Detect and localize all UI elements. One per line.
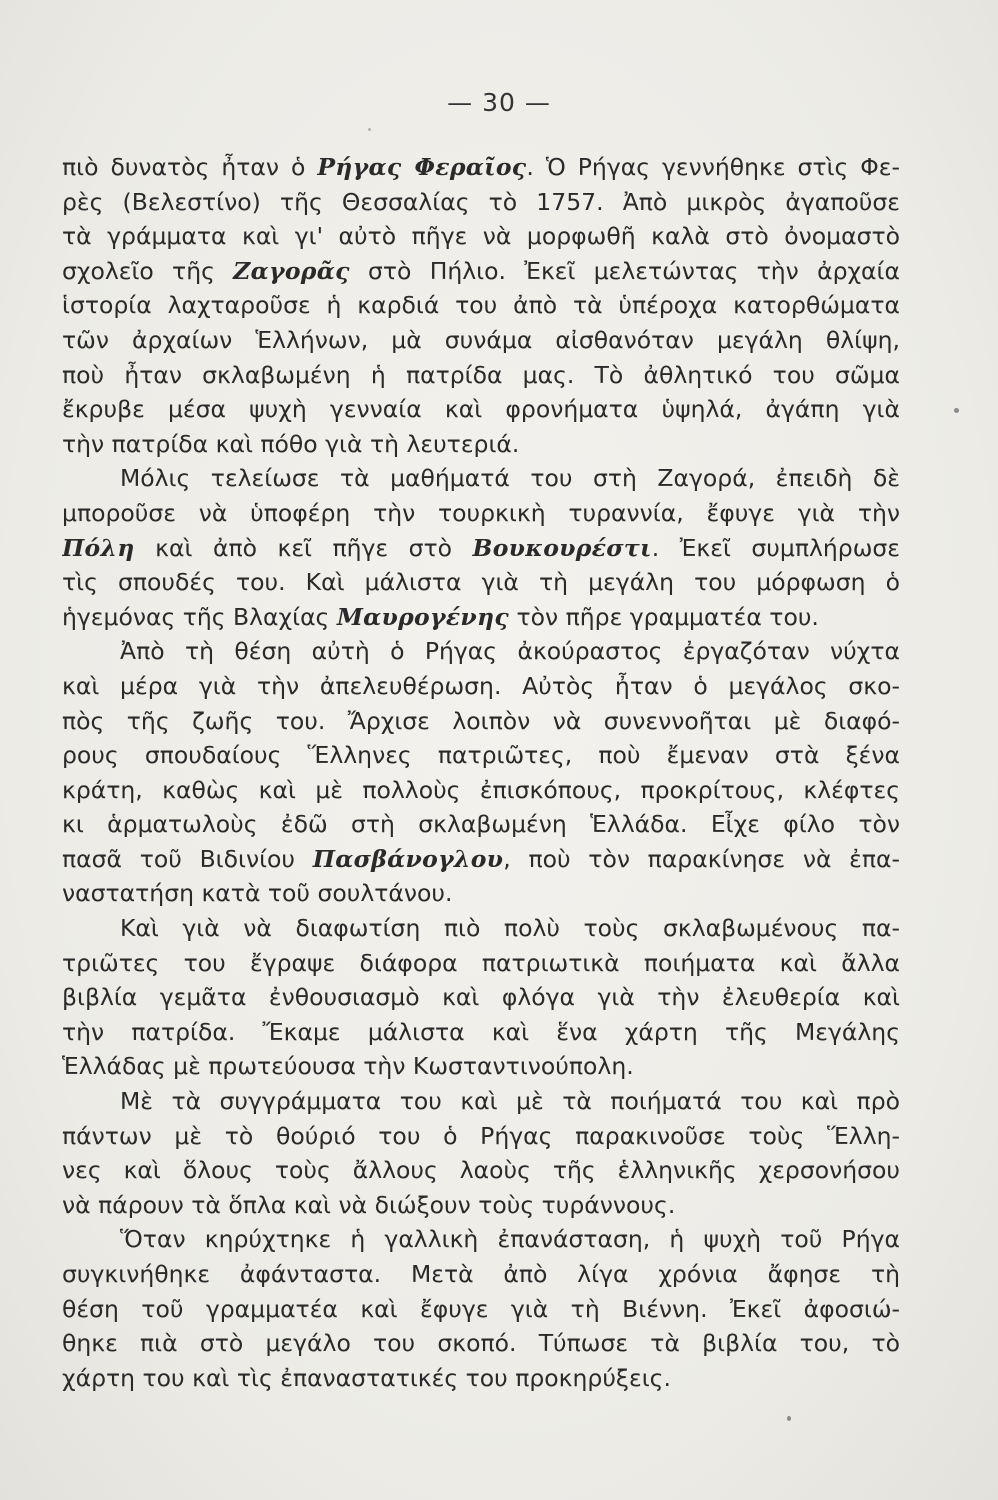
text-line: Πόλη καὶ ἀπὸ κεῖ πῆγε στὸ Βουκουρέστι. Ἐκεῖ συμπλήρωσε (62, 533, 900, 562)
paper-speck (787, 1416, 791, 1421)
paragraph (62, 150, 900, 461)
text-line: ἱστορία λαχταροῦσε ἡ καρδιά του ἀπὸ τὰ ὑπέροχα κατορθώματα (62, 291, 900, 320)
text-line: νες καὶ ὅλους τοὺς ἄλλους λαοὺς τῆς ἑλληνικῆς χερσονήσου (62, 1156, 900, 1185)
paper-speck (368, 128, 371, 131)
text-line: θηκε πιὰ στὸ μεγάλο του σκοπό. Τύπωσε τὰ βιβλία του, τὸ (62, 1329, 900, 1358)
emphasized-name: Πόλη (62, 533, 135, 562)
paragraph (62, 1084, 900, 1222)
text-line: τὶς σπουδές του. Καὶ μάλιστα γιὰ τὴ μεγάλη του μόρφωση ὁ (62, 568, 900, 597)
page-number: — 30 — (447, 88, 551, 117)
text-line: Ἀπὸ τὴ θέση αὐτὴ ὁ Ρήγας ἀκούραστος ἐργαζόταν νύχτα (120, 637, 900, 666)
text-line: ἔκρυβε μέσα ψυχὴ γενναία καὶ φρονήματα ὑψηλά, ἀγάπη γιὰ (62, 395, 900, 424)
text-line: ρὲς (Βελεστίνο) τῆς Θεσσαλίας τὸ 1757. Ἀπὸ μικρὸς ἀγαποῦσε (62, 187, 900, 216)
text-line: ρους σπουδαίους Ἕλληνες πατριῶτες, ποὺ ἔμεναν στὰ ξένα (62, 741, 900, 770)
paragraph (62, 1222, 900, 1395)
paragraph (62, 911, 900, 1084)
text-line: Καὶ γιὰ νὰ διαφωτίση πιὸ πολὺ τοὺς σκλαβωμένους πα- (120, 914, 900, 943)
text-line: ἡγεμόνας τῆς Βλαχίας Μαυρογένης τὸν πῆρε γραμματέα του. (62, 602, 819, 631)
emphasized-name: Ρήγας Φεραῖος (317, 153, 527, 181)
text-line: κράτη, καθὼς καὶ μὲ πολλοὺς ἐπισκόπους, προκρίτους, κλέφτες (62, 775, 900, 804)
text-line: τὰ γράμματα καὶ γι' αὐτὸ πῆγε νὰ μορφωθῆ καλὰ στὸ ὀνομαστὸ (62, 222, 900, 251)
text-line: νὰ πάρουν τὰ ὅπλα καὶ νὰ διώξουν τοὺς τυράννους. (62, 1190, 676, 1219)
text-line: Ὅταν κηρύχτηκε ἡ γαλλικὴ ἐπανάσταση, ἡ ψυχὴ τοῦ Ρήγα (120, 1225, 900, 1254)
text-line: τὴν πατρίδα. Ἔκαμε μάλιστα καὶ ἕνα χάρτη τῆς Μεγάλης (62, 1017, 900, 1046)
text-line: πιὸ δυνατὸς ἦταν ὁ Ρήγας Φεραῖος. Ὁ Ρήγας γεννήθηκε στὶς Φε- (62, 153, 900, 181)
text-line: Ἑλλάδας μὲ πρωτεύουσα τὴν Κωσταντινούπολη. (62, 1052, 634, 1081)
text-line: τῶν ἀρχαίων Ἑλλήνων, μὰ συνάμα αἰσθανόταν μεγάλη θλίψη, (62, 325, 900, 354)
emphasized-name: Ζαγορᾶς (233, 256, 350, 285)
text-line: Μὲ τὰ συγγράμματα του καὶ μὲ τὰ ποιήματά του καὶ πρὸ (120, 1087, 900, 1116)
text-line: κι ἁρματωλοὺς ἐδῶ στὴ σκλαβωμένη Ἑλλάδα. Εἶχε φίλο τὸν (62, 810, 900, 839)
paragraph (62, 634, 900, 911)
text-line: καὶ μέρα γιὰ τὴν ἀπελευθέρωση. Αὐτὸς ἦταν ὁ μεγάλος σκο- (62, 671, 900, 700)
text-line: πὸς τῆς ζωῆς του. Ἄρχισε λοιπὸν νὰ συνεννοῆται μὲ διαφό- (62, 706, 900, 735)
text-line: τὴν πατρίδα καὶ πόθο γιὰ τὴ λευτεριά. (62, 429, 520, 458)
emphasized-name: Πασβάνογλου (312, 844, 504, 873)
text-line: βιβλία γεμᾶτα ἐνθουσιασμὸ καὶ φλόγα γιὰ τὴν ἐλευθερία καὶ (62, 983, 900, 1012)
text-line: πασᾶ τοῦ Βιδινίου Πασβάνογλου, ποὺ τὸν παρακίνησε νὰ ἐπα- (62, 844, 900, 873)
text-line: σχολεῖο τῆς Ζαγορᾶς στὸ Πήλιο. Ἐκεῖ μελετώντας τὴν ἀρχαία (62, 256, 900, 285)
text-line: συγκινήθηκε ἀφάνταστα. Μετὰ ἀπὸ λίγα χρόνια ἄφησε τὴ (62, 1260, 900, 1288)
emphasized-name: Μαυρογένης (336, 602, 510, 631)
text-line: ποὺ ἦταν σκλαβωμένη ἡ πατρίδα μας. Τὸ ἀθλητικό του σῶμα (62, 360, 900, 389)
text-line: χάρτη του καὶ τὶς ἐπαναστατικές του προκηρύξεις. (62, 1363, 671, 1392)
paper-speck (954, 408, 959, 413)
paragraph (62, 461, 900, 634)
text-line: Μόλις τελείωσε τὰ μαθήματά του στὴ Ζαγορά, ἐπειδὴ δὲ (120, 464, 900, 493)
text-line: μποροῦσε νὰ ὑποφέρη τὴν τουρκικὴ τυραννία, ἔφυγε γιὰ τὴν (62, 498, 900, 527)
text-line: θέση τοῦ γραμματέα καὶ ἔφυγε γιὰ τὴ Βιέννη. Ἐκεῖ ἀφοσιώ- (62, 1294, 900, 1323)
text-line: τριῶτες του ἔγραψε διάφορα πατριωτικὰ ποιήματα καὶ ἄλλα (62, 948, 900, 977)
emphasized-name: Βουκουρέστι (472, 533, 652, 562)
text-line: ναστατήση κατὰ τοῦ σουλτάνου. (62, 879, 453, 908)
body-text (62, 150, 900, 1395)
text-line: πάντων μὲ τὸ θούριό του ὁ Ρήγας παρακινοῦσε τοὺς Ἕλλη- (62, 1121, 900, 1150)
